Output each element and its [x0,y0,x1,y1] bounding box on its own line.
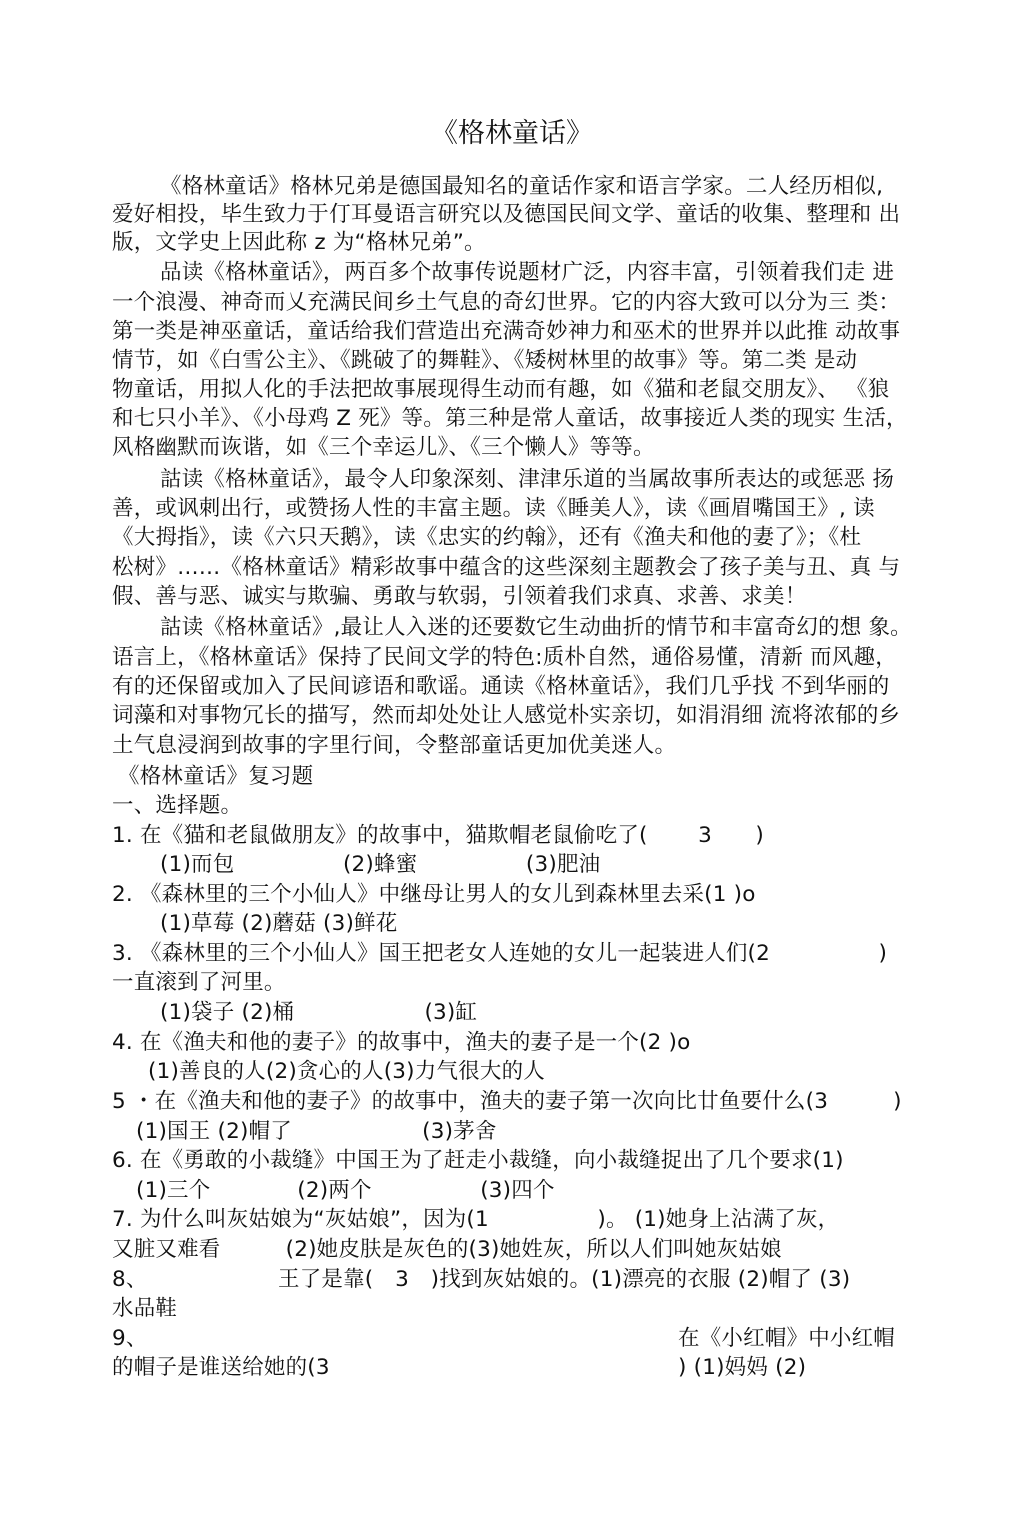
para2-line-6: 和七只小羊》、《小母鸡 Z 死》等。第三种是常人童话，故事接近人类的现实 生活， [112,406,908,431]
para4-line-1: 詁读《格林童话》,最让人入迷的还要数它生动曲折的情节和丰富奇幻的想 象。 [160,615,912,640]
para4-line-4: 词藻和对事物冗长的描写，然而却处处让人感觉朴实亲切，如涓涓细 流将浓郁的乡 [112,703,901,728]
question-5: 5 ・在《渔夫和他的妻子》的故事中，渔夫的妻子第一次向比廿鱼要什么(3 ) [112,1089,902,1114]
question-3-cont: 一直滚到了河里。 [112,970,286,995]
para2-line-4: 情节，如《白雪公主》、《跳破了的舞鞋》、《矮树林里的故事》等。第二类 是动 [112,348,858,373]
para3-line-3: 《大拇指》，读《六只天鹅》，读《忠实的约翰》，还有《渔夫和他的妻了》；《杜 [112,525,862,550]
question-1: 1. 在《猫和老鼠做朋友》的故事中，猫欺帽老鼠偷吃了( 3 ) [112,823,764,848]
intro-line-2: 爱好相投，毕生致力于仃耳曼语言研究以及德国民间文学、童话的收集、整理和 出 [112,202,901,227]
question-5-options: (1)国王 (2)帽了 (3)茅舍 [136,1119,497,1144]
question-6-options: (1)三个 (2)两个 (3)四个 [136,1178,555,1203]
question-2: 2. 《森林里的三个小仙人》中继母让男人的女儿到森林里去采(1 )o [112,882,756,907]
question-8-cont: 水品鞋 [112,1296,178,1321]
question-9-number: 9、 [112,1326,148,1351]
intro-line-3: 版，文学史上因此称 z 为“格林兄弟”。 [112,230,486,255]
para4-line-3: 有的还保留或加入了民间谚语和歌谣。通读《格林童话》，我们几乎找 不到华丽的 [112,674,890,699]
question-7-cont: 又脏又难看 (2)她皮肤是灰色的(3)她姓灰，所以人们叫她灰姑娘 [112,1237,782,1262]
question-4-options: (1)善良的人(2)贪心的人(3)力气很大的人 [148,1059,545,1084]
para3-line-5: 假、善与恶、诚实与欺骗、勇敢与软弱，引领着我们求真、求善、求美！ [112,584,807,609]
question-9-options: ) (1)妈妈 (2) [678,1355,807,1380]
para2-line-7: 风格幽默而诙谐，如《三个幸运儿》、《三个懒人》等等。 [112,435,655,460]
question-3: 3. 《森林里的三个小仙人》国王把老女人连她的女儿一起装进人们(2 ) [112,941,888,966]
para4-line-5: 土气息浸润到故事的字里行间，令整部童话更加优美迷人。 [112,733,677,758]
page-title: 《格林童话》 [431,118,593,149]
para2-line-5: 物童话，用拟人化的手法把故事展现得生动而有趣，如《猫和老鼠交朋友》、 《狼 [112,377,890,402]
question-8: 王了是靠( 3 )找到灰姑娘的。(1)漂亮的衣服 (2)帽了 (3) [278,1267,851,1292]
question-2-options: (1)草莓 (2)蘑菇 (3)鲜花 [160,911,398,936]
review-title: 《格林童话》复习题 [118,764,314,789]
section-title: 一、选择题。 [112,793,243,818]
question-6: 6. 在《勇敢的小裁缝》中国王为了赶走小裁缝，向小裁缝捉出了几个要求(1) [112,1148,844,1173]
para3-line-4: 松树》……《格林童话》精彩故事中蕴含的这些深刻主题教会了孩子美与丑、真 与 [112,555,901,580]
para4-line-2: 语言上，《格林童话》保持了民间文学的特色:质朴自然，通俗易懂，清新 而风趣， [112,645,897,670]
question-8-number: 8、 [112,1267,148,1292]
question-7: 7. 为什么叫灰姑娘为“灰姑娘”，因为(1 )。 (1)她身上沾满了灰， [112,1207,840,1232]
question-3-options: (1)袋子 (2)桶 (3)缸 [160,1000,478,1025]
para3-line-2: 善，或讽刺出行，或赞扬人性的丰富主题。读《睡美人》，读《画眉嘴国王》, 读 [112,496,875,521]
question-9: 的帽子是谁送给她的(3 [112,1355,330,1380]
para2-line-3: 第一类是神巫童话，童话给我们营造出充满奇妙神力和巫术的世界并以此推 动故事 [112,319,901,344]
question-9-right: 在《小红帽》中小红帽 [678,1326,896,1351]
question-4: 4. 在《渔夫和他的妻子》的故事中，渔夫的妻子是一个(2 )o [112,1030,691,1055]
para2-line-1: 品读《格林童话》，两百多个故事传说题材广泛，内容丰富，引领着我们走 进 [160,260,895,285]
question-1-options: (1)而包 (2)蜂蜜 (3)肥油 [160,852,601,877]
para3-line-1: 詁读《格林童话》，最令人印象深刻、津津乐道的当属故事所表达的或惩恶 扬 [160,467,895,492]
intro-line-1: 《格林童话》格林兄弟是德国最知名的童话作家和语言学家。二人经历相似, [160,174,884,199]
para2-line-2: 一个浪漫、神奇而乂充满民间乡土气息的奇幻世界。它的内容大致可以分为三 类： [112,290,901,315]
